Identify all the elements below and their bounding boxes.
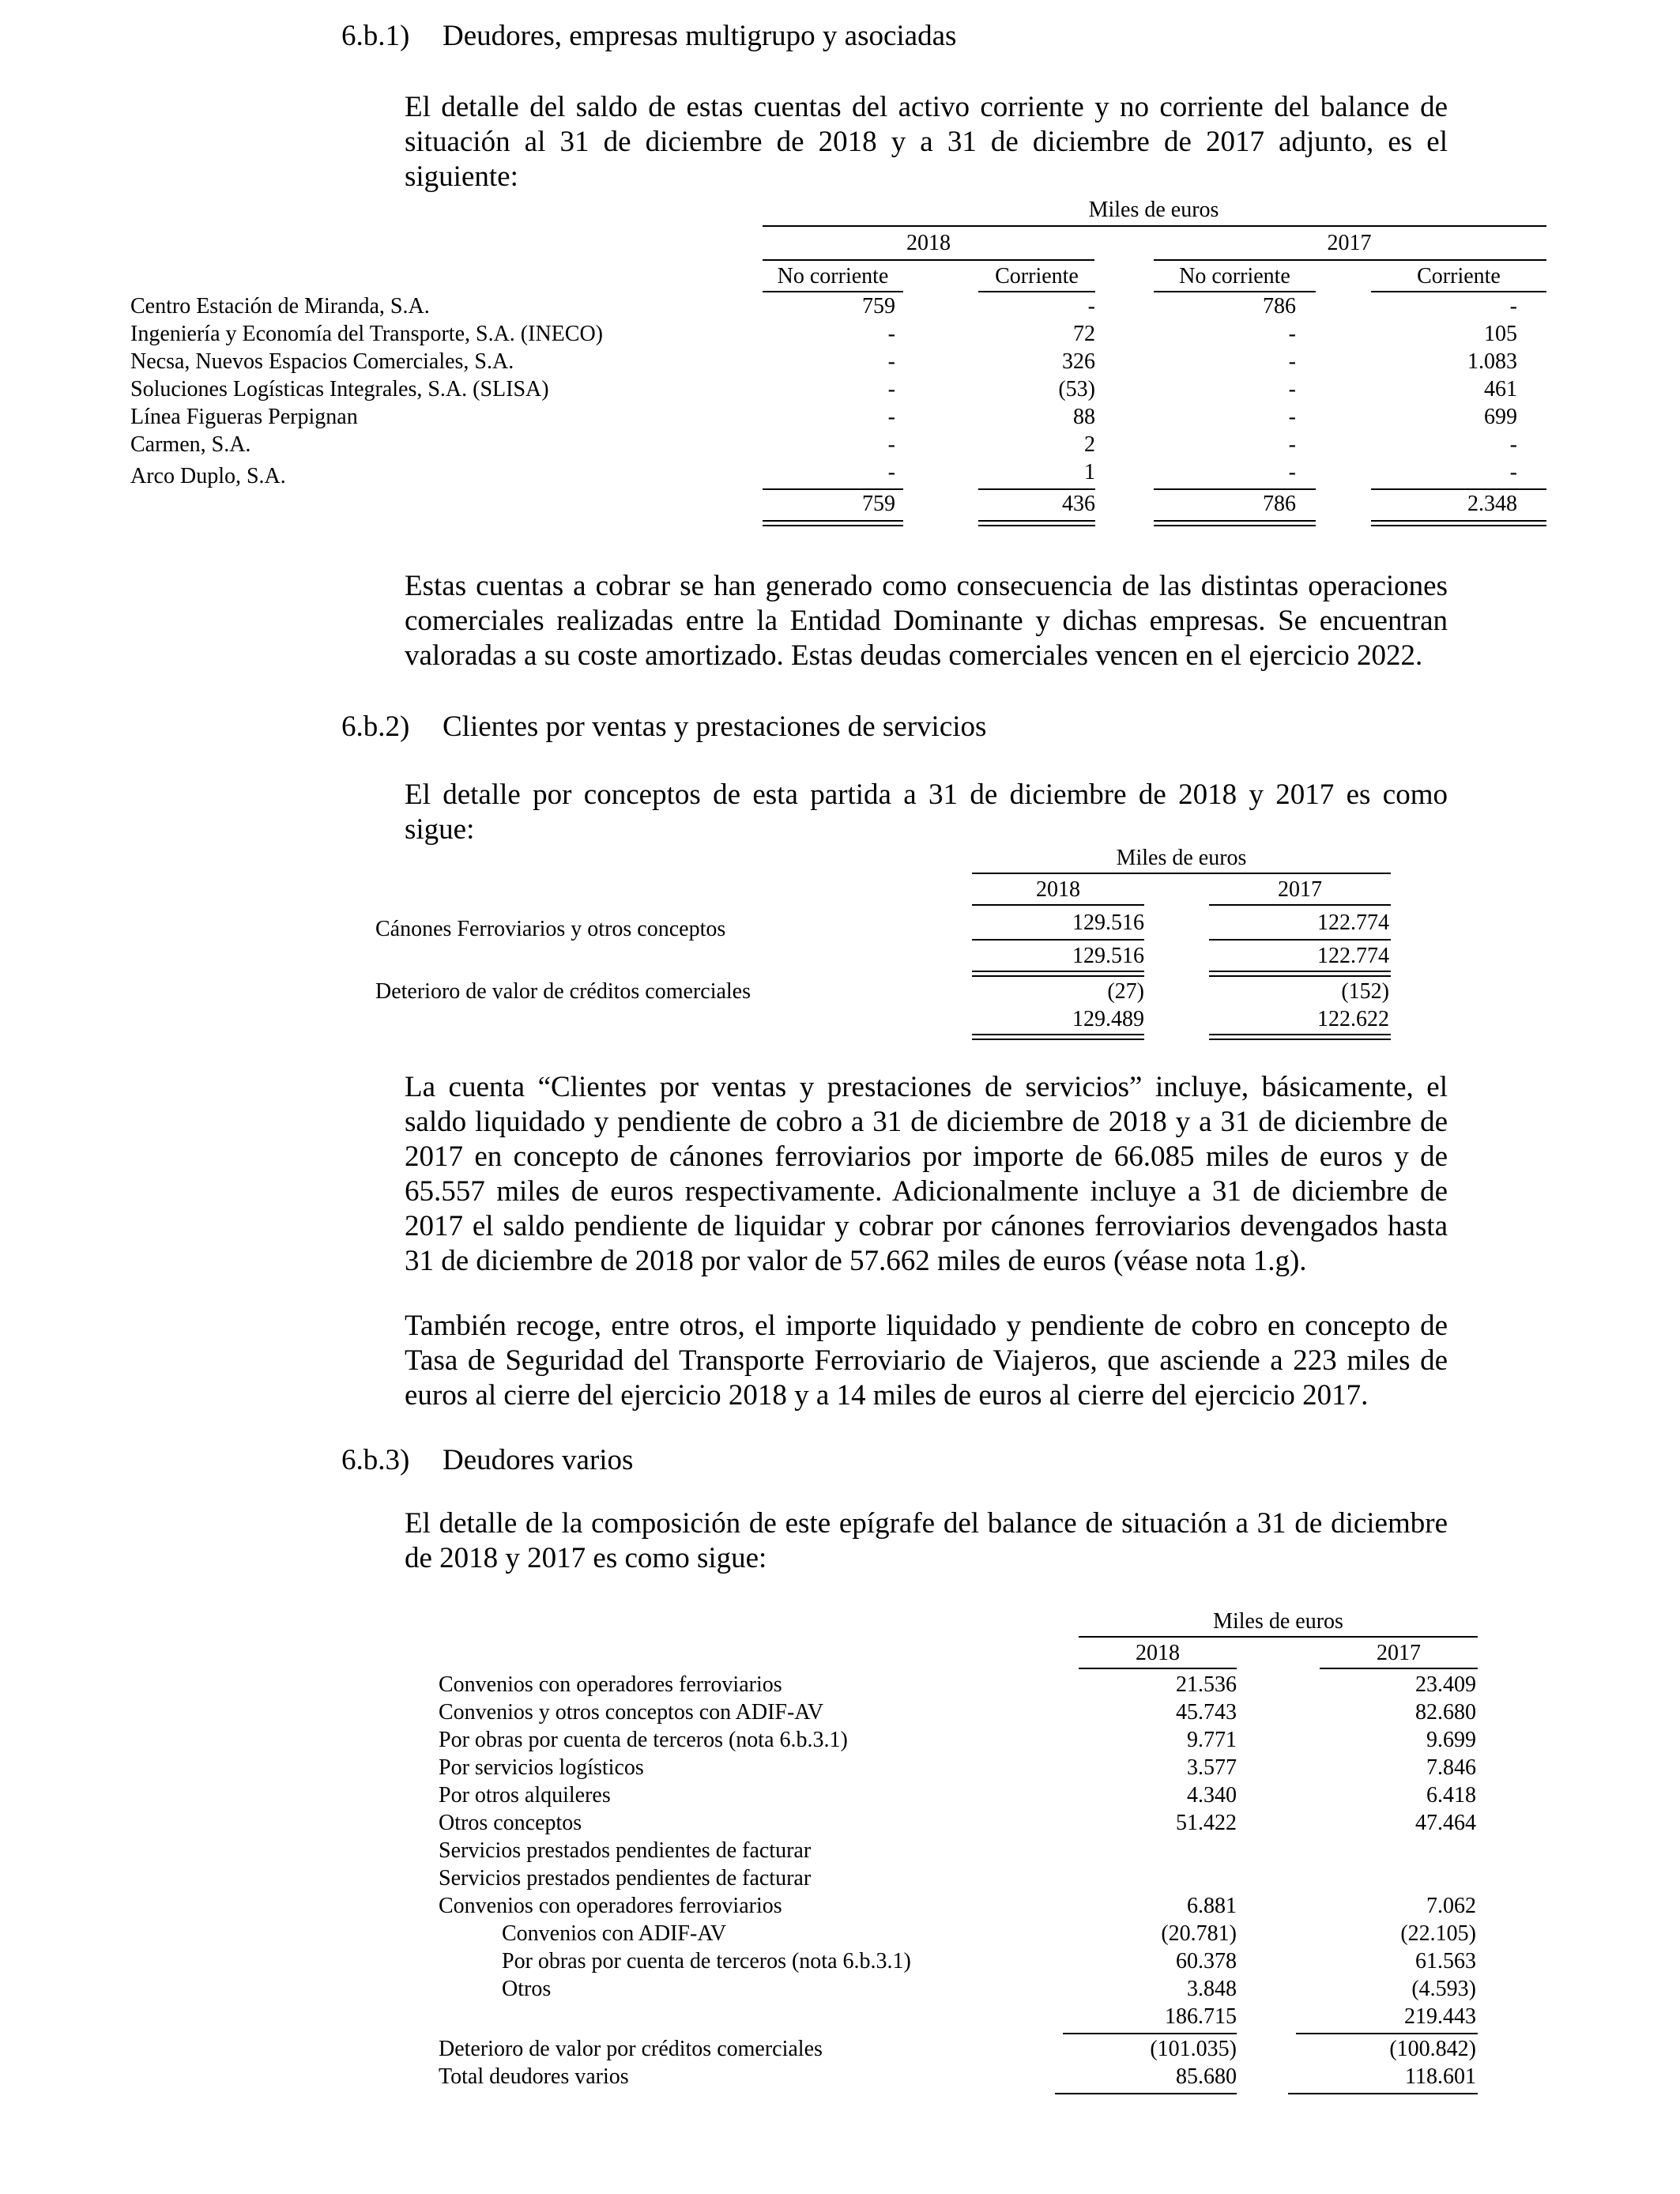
column-header: No corriente bbox=[1179, 264, 1290, 288]
section-title: Deudores varios bbox=[443, 1444, 634, 1476]
paragraph-6b2-2: También recoge, entre otros, el importe liquidado y pendiente de cobro en concepto de Tasa de Seguridad del Transporte Ferroviario de Viajeros, que asciende a 223 miles de euros al cierre del ejercicio 2018 y a 14 miles de euros al cierre del ejercicio 2017. bbox=[405, 1310, 1448, 1412]
column-header: No corriente bbox=[777, 264, 889, 288]
year-2017-header: 2017 bbox=[1327, 231, 1372, 255]
section-number: 6.b.1) bbox=[341, 20, 410, 52]
table-6b2: Miles de euros 2018 2017 Cánones Ferroviarios y otros conceptos 129.516 122.774 129.516 122.774 Deterioro de valor de créditos comerciales (27) (152) 129.489 122.622 bbox=[0, 0, 1680, 1059]
year-2018-header: 2018 bbox=[1136, 1641, 1180, 1665]
table-unit-label: Miles de euros bbox=[1213, 1609, 1343, 1634]
column-header: Corriente bbox=[995, 264, 1079, 288]
paragraph-6b2-1: La cuenta “Clientes por ventas y prestaciones de servicios” incluye, básicamente, el saldo liquidado y pendiente de cobro a 31 de diciembre de 2018 y a 31 de diciembre de 2017 en concepto de cánones ferroviarios por importe de 66.085 miles de euros y de 65.557 miles de euros respectivamente. Adicionalmente incluye a 31 de diciembre de 2017 el saldo pendiente de liquidar y cobrar por cánones ferroviarios devengados hasta 31 de diciembre de 2018 por valor de 57.662 miles de euros (véase nota 1.g). bbox=[405, 1071, 1448, 1277]
section-title: Clientes por ventas y prestaciones de servicios bbox=[443, 711, 987, 743]
intro-paragraph-6b1: El detalle del saldo de estas cuentas del activo corriente y no corriente del balance de situación al 31 de diciembre de 2018 y a 31 de diciembre de 2017 adjunto, es el siguiente: bbox=[405, 91, 1448, 193]
year-2018-header: 2018 bbox=[906, 231, 951, 255]
table-unit-label: Miles de euros bbox=[1116, 846, 1247, 870]
note-paragraph-6b1: Estas cuentas a cobrar se han generado como consecuencia de las distintas operaciones comerciales realizadas entre la Entidad Dominante y dichas empresas. Se encuentran valoradas a su coste amortizado. Estas deudas comerciales vencen en el ejercicio 2022. bbox=[405, 570, 1448, 672]
section-title: Deudores, empresas multigrupo y asociadas bbox=[443, 20, 957, 52]
column-header: Corriente bbox=[1417, 264, 1501, 288]
table-unit-label: Miles de euros bbox=[1088, 198, 1219, 222]
section-number: 6.b.2) bbox=[341, 711, 410, 743]
intro-paragraph-6b3: El detalle de la composición de este epígrafe del balance de situación a 31 de diciembre de 2018 y 2017 es como sigue: bbox=[405, 1507, 1448, 1574]
table-6b1: Miles de euros 2018 2017 No corriente Corriente No corriente Corriente Centro Estación de Miranda, S.A. 759 - 786 - Ingeniería y Economía del Transporte, S.A. (INECO) - 72 - 105 Necsa, Nuevos Espacios Comerciales, S.A. - 326 - 1.083 Soluciones Logísticas Integrales, S.A. (SLISA) - (53) - 461 Línea Figueras Perpignan - 88 - 699 Carmen, S.A. - 2 - - Arco Duplo, S.A. - 1 - - 759 436 786 2.348 bbox=[0, 0, 1680, 553]
year-2017-header: 2017 bbox=[1278, 877, 1322, 902]
year-2018-header: 2018 bbox=[1036, 877, 1080, 902]
table-6b3: Miles de euros 2018 2017 Convenios con operadores ferroviarios 21.536 23.409 Convenios y otros conceptos con ADIF-AV 45.743 82.680 Por obras por cuenta de terceros (nota 6.b.3.1) 9.771 9.699 Por servicios logísticos 3.577 7.846 Por otros alquileres 4.340 6.418 Otros conceptos 51.422 47.464 Servicios prestados pendientes de facturar Servicios prestados pendientes de facturar Convenios con operadores ferroviarios 6.881 7.062 Convenios con ADIF-AV (20.781) (22.105) Por obras por cuenta de terceros (nota 6.b.3.1) 60.378 61.563 Otros 3.848 (4.593) 186.715 219.443 Deterioro de valor por créditos comerciales (101.035) (100.842) Total deudores varios 85.680 118.601 bbox=[0, 0, 1680, 2134]
year-2017-header: 2017 bbox=[1377, 1641, 1421, 1665]
section-number: 6.b.3) bbox=[341, 1444, 410, 1476]
intro-paragraph-6b2: El detalle por conceptos de esta partida a 31 de diciembre de 2018 y 2017 es como sigue: bbox=[405, 778, 1448, 846]
